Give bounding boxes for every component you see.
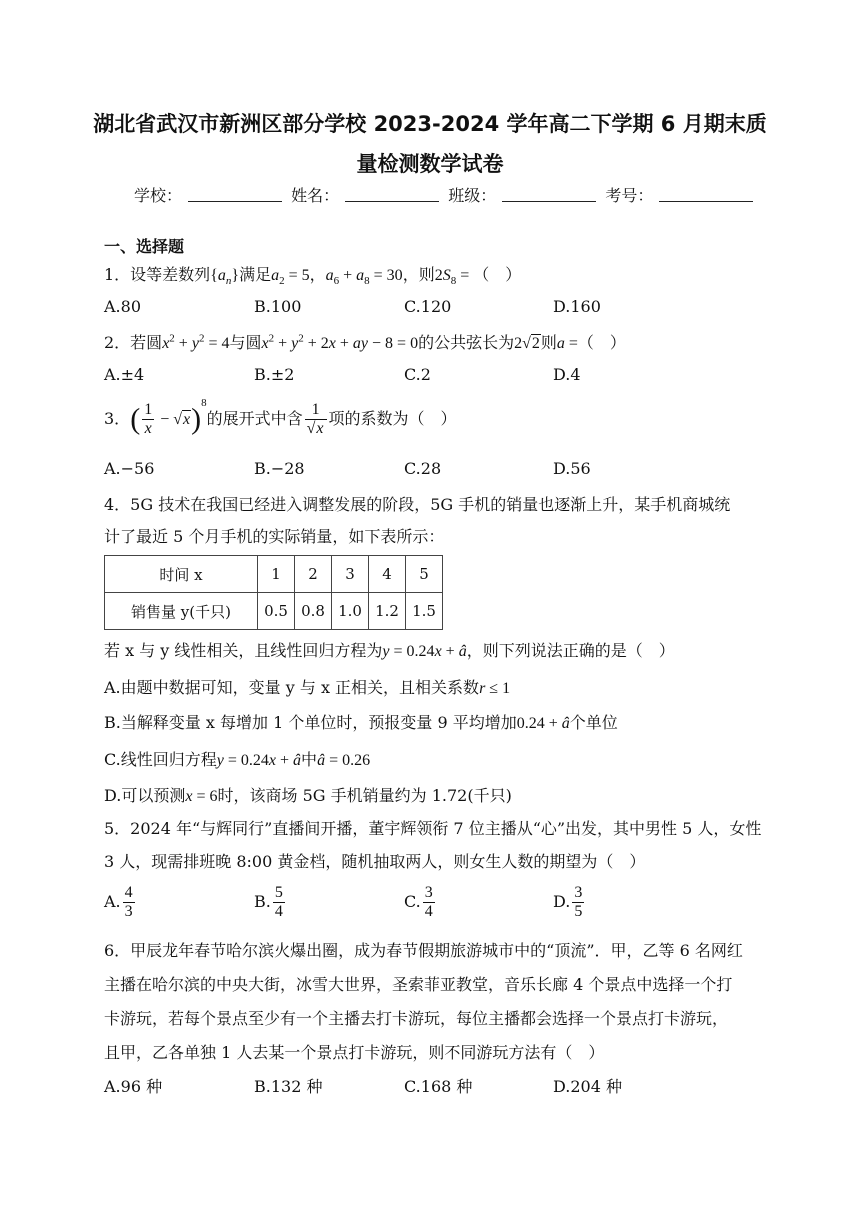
q5-option-b xyxy=(254,884,287,921)
q1-formula-a2: $a_2 = 5$ xyxy=(271,267,310,288)
q6-line4: 且甲，乙各单独 1 人去某一个景点打卡游玩，则不同游玩方法有（ ） xyxy=(104,1043,605,1062)
q1-end: （ ） xyxy=(473,265,522,284)
question-3 xyxy=(104,397,457,438)
q5-option-a xyxy=(104,884,137,921)
q5-b-den: 4 xyxy=(274,903,283,920)
q3-minus-sqrtx: − √x xyxy=(156,411,191,428)
table-cell: 1.0 xyxy=(332,593,369,630)
q5-line2: 3 人，现需排班晚 8:00 黄金档，随机抽取两人，则女生人数的期望为（ ） xyxy=(104,852,646,871)
name-label: 姓名： xyxy=(291,186,340,205)
q1-option-b: B.100 xyxy=(254,297,302,316)
q6-option-b: B.132 种 xyxy=(254,1077,323,1096)
q4-stem-b: ，则下列说法正确的是（ ） xyxy=(466,641,675,660)
table-cell: 5 xyxy=(406,556,443,593)
q1-option-a: A.80 xyxy=(104,297,141,316)
q6-line1: 6．甲辰龙年春节哈尔滨火爆出圈，成为春节假期旅游城市中的“顶流”．甲，乙等 6 名网红 xyxy=(104,941,743,960)
q4-option-b-text: B.当解释变量 x 每增加 1 个单位时，预报变量 9 平均增加 xyxy=(104,713,517,732)
q5-b-num: 5 xyxy=(274,884,283,901)
q2-option-d: D.4 xyxy=(553,365,581,384)
q3-option-c: C.28 xyxy=(404,459,442,478)
q4-stem-a: 若 x 与 y 线性相关，且线性回归方程为 xyxy=(104,641,383,660)
q4-option-d-formula: x = 6 xyxy=(185,788,218,805)
q2-option-b: B.±2 xyxy=(254,365,295,384)
table-cell: 0.8 xyxy=(295,593,332,630)
q4-option-b-text2: 个单位 xyxy=(569,713,618,732)
q4-stem xyxy=(104,638,675,661)
table-header-time: 时间 x xyxy=(105,556,258,593)
q5-line1: 5．2024 年“与辉同行”直播间开播，董宇辉领衔 7 位主播从“心”出发，其中男性 5 人，女性 xyxy=(104,819,762,838)
table-cell: 4 xyxy=(369,556,406,593)
q3-option-b: B.−28 xyxy=(254,459,305,478)
q2-circle2: $x^2 + y^2 + 2x$ + ay − 8 = 0 xyxy=(261,332,419,352)
q3-prefix: 3． xyxy=(104,409,131,428)
q5-c-den: 4 xyxy=(424,903,433,920)
q5-d-num: 3 xyxy=(574,884,583,901)
q2-a: a = xyxy=(556,335,578,352)
q1-formula-a6a8: $a_6 + a_8 = 30$ xyxy=(325,267,403,288)
question-2 xyxy=(104,330,626,353)
q1-mid3: ，则 xyxy=(402,265,435,284)
class-label: 班级： xyxy=(448,186,497,205)
id-label: 考号： xyxy=(605,186,654,205)
q3-frac-1sqrtx: $\frac{1}{√x}$ xyxy=(305,401,327,438)
school-blank xyxy=(188,187,282,202)
q1-formula-s8: $2S_8$ = xyxy=(434,267,474,288)
q2-option-a: A.±4 xyxy=(104,365,145,384)
q2-option-c: C.2 xyxy=(404,365,431,384)
table-cell: 1 xyxy=(258,556,295,593)
q3-option-a: A.−56 xyxy=(104,459,155,478)
name-blank xyxy=(345,187,439,202)
table-cell: 1.2 xyxy=(369,593,406,630)
q6-line2: 主播在哈尔滨的中央大街，冰雪大世界，圣索菲亚教堂，音乐长廊 4 个景点中选择一个打 xyxy=(104,975,733,994)
q5-option-c-label: C. xyxy=(404,892,421,911)
q3-lparen: ( xyxy=(130,402,141,436)
q2-mid3: 则 xyxy=(540,333,557,352)
id-blank xyxy=(659,187,753,202)
table-cell: 0.5 xyxy=(258,593,295,630)
q4-option-c xyxy=(104,747,370,770)
q1-prefix: 1．设等差数列 xyxy=(104,265,211,284)
q4-option-c-text2: 中 xyxy=(301,750,318,769)
student-info xyxy=(134,183,757,206)
q6-line3: 卡游玩，若每个景点至少有一个主播去打卡游玩，每位主播都会选择一个景点打卡游玩， xyxy=(104,1009,729,1028)
q1-option-c: C.120 xyxy=(404,297,452,316)
q3-option-d: D.56 xyxy=(553,459,591,478)
q6-option-a: A.96 种 xyxy=(104,1077,163,1096)
q2-mid1: 与圆 xyxy=(229,333,262,352)
q5-option-d-label: D. xyxy=(553,892,571,911)
q4-option-c-formula1: y = 0.24x + â xyxy=(216,752,302,769)
q5-option-b-frac xyxy=(273,884,285,921)
q3-rparen: ) xyxy=(191,402,202,436)
page-title-line2: 量检测数学试卷 xyxy=(356,152,504,176)
q4-option-c-formula2: â = 0.26 xyxy=(317,752,371,769)
table-row xyxy=(105,556,443,593)
question-1 xyxy=(104,262,521,287)
q5-option-c-frac xyxy=(423,884,435,921)
class-blank xyxy=(502,187,596,202)
sales-table xyxy=(104,555,443,630)
q2-prefix: 2．若圆 xyxy=(104,333,163,352)
q4-option-a-text: A.由题中数据可知，变量 y 与 x 正相关，且相关系数 xyxy=(104,678,480,697)
q4-option-c-text: C.线性回归方程 xyxy=(104,750,217,769)
q5-d-den: 5 xyxy=(574,903,583,920)
table-cell: 1.5 xyxy=(406,593,443,630)
q5-option-a-label: A. xyxy=(104,892,121,911)
q4-line2: 计了最近 5 个月手机的实际销量，如下表所示： xyxy=(104,527,445,546)
q3-frac-1x: $\frac{1}{x}$ xyxy=(144,401,153,437)
q6-option-d: D.204 种 xyxy=(553,1077,622,1096)
page-title-line1: 湖北省武汉市新洲区部分学校 2023-2024 学年高二下学期 6 月期末质 xyxy=(93,112,767,136)
q2-mid2: 的公共弦长为 xyxy=(418,333,515,352)
q5-a-den: 3 xyxy=(124,903,133,920)
q4-option-b-formula: 0.24 + â xyxy=(516,715,570,732)
q5-option-d xyxy=(553,884,586,921)
q2-length: 2√2 xyxy=(514,335,540,352)
table-header-sales: 销售量 y(千只) xyxy=(105,593,258,630)
q4-option-b xyxy=(104,710,618,733)
q5-option-c xyxy=(404,884,437,921)
q5-c-num: 3 xyxy=(424,884,433,901)
table-row xyxy=(105,593,443,630)
q5-a-num: 4 xyxy=(124,884,133,901)
q5-option-d-frac xyxy=(572,884,584,921)
q4-line1: 4．5G 技术在我国已经进入调整发展的阶段，5G 手机的销量也逐渐上升，某手机商城统 xyxy=(104,495,731,514)
q4-option-d xyxy=(104,783,512,806)
table-cell: 2 xyxy=(295,556,332,593)
q1-mid2: ， xyxy=(309,265,326,284)
q2-circle1: $x^2 + y^2 = 4$ xyxy=(162,332,230,352)
q4-option-d-text2: 时，该商场 5G 手机销量约为 1.72(千只) xyxy=(217,786,512,805)
q5-option-a-frac xyxy=(123,884,135,921)
q1-formula-seq: $\{a_n\}$ xyxy=(210,267,240,288)
q1-option-d: D.160 xyxy=(553,297,601,316)
q4-option-a-formula: r ≤ 1 xyxy=(479,680,511,697)
school-label: 学校： xyxy=(134,186,183,205)
q4-regression: y = 0.24x + â xyxy=(382,643,467,660)
q2-end: （ ） xyxy=(577,333,626,352)
table-cell: 3 xyxy=(332,556,369,593)
q1-mid1: 满足 xyxy=(239,265,272,284)
section-heading: 一、选择题 xyxy=(104,237,185,256)
q3-mid1: 的展开式中含 xyxy=(206,409,303,428)
q4-option-a xyxy=(104,675,510,698)
q6-option-c: C.168 种 xyxy=(404,1077,473,1096)
q5-option-b-label: B. xyxy=(254,892,271,911)
q3-exponent: 8 xyxy=(201,397,207,409)
q4-option-d-text: D.可以预测 xyxy=(104,786,186,805)
q3-mid2: 项的系数为（ ） xyxy=(328,409,457,428)
